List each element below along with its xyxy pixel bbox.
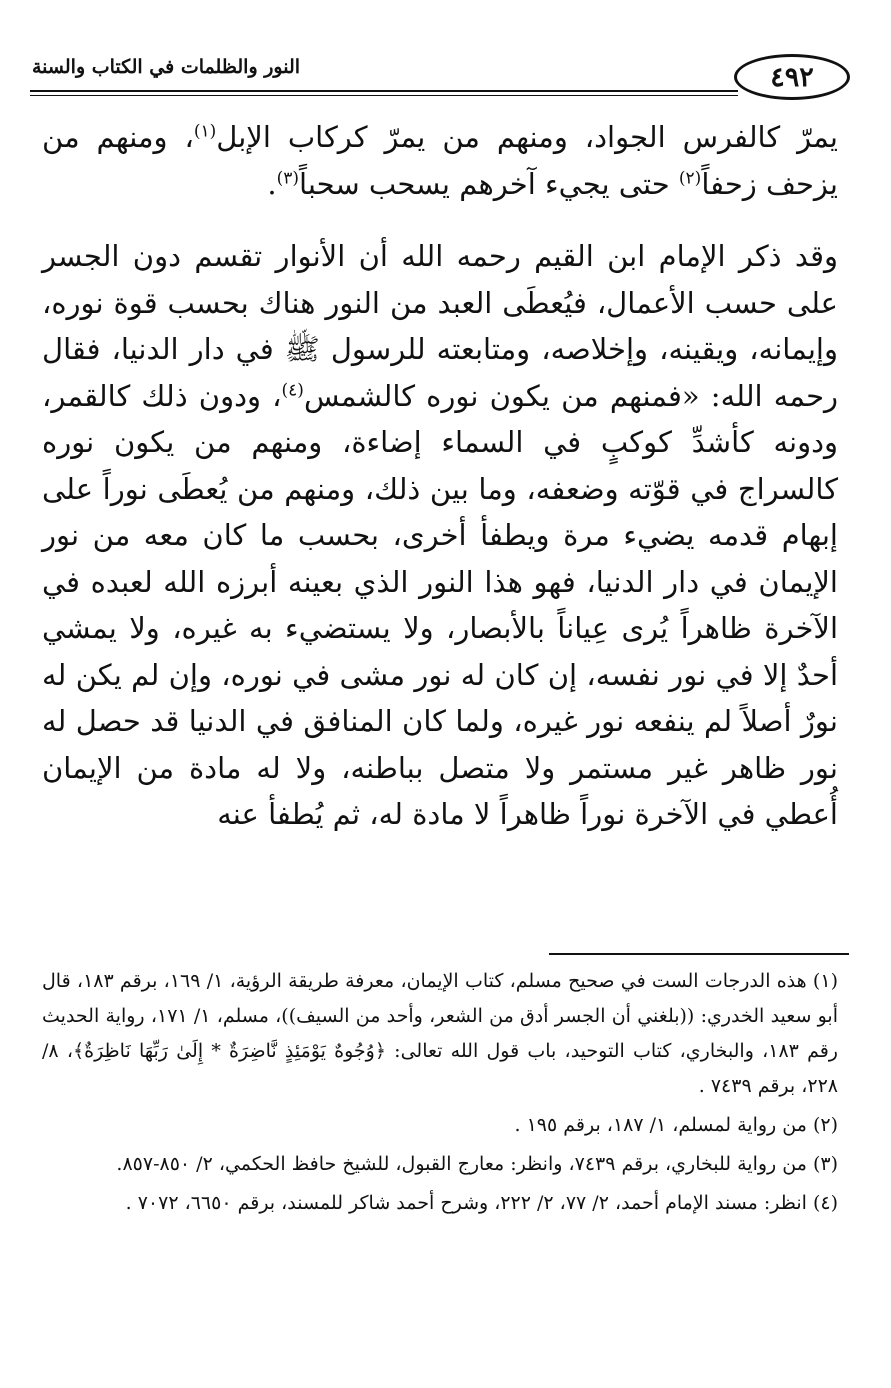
page-number: ٤٩٢	[770, 61, 814, 93]
footnote-ref-4: (٤)	[281, 379, 304, 400]
page-number-badge	[734, 54, 850, 100]
footnote-text: هذه الدرجات الست في صحيح مسلم، كتاب الإيمان، معرفة طريقة الرؤية، ١/ ١٦٩، برقم ١٨٣، قال أبو سعيد الخدري: ((بلغني أن الجسر أدق من الشعر، وأحد من السيف))، مسلم، ١/ ١٧١، رواية الحديث رقم ١٨٣، والبخاري، كتاب التوحيد، باب قول الله تعالى: ﴿وُجُوهٌ يَوْمَئِذٍ نَّاضِرَةٌ * إِلَىٰ رَبِّهَا نَاظِرَةٌ﴾، ٨/ ٢٢٨، برقم ٧٤٣٩ .	[42, 970, 838, 1097]
footnotes	[42, 964, 838, 1225]
footnote-2	[42, 1108, 838, 1143]
p1-text-a: يمرّ كالفرس الجواد، ومنهم من يمرّ كركاب الإبل	[216, 120, 838, 154]
footnote-number: (١)	[812, 970, 838, 992]
running-title: النور والظلمات في الكتاب والسنة	[32, 56, 301, 78]
p1-text-c: حتى يجيء آخرهم يسحب سحباً	[299, 166, 679, 201]
footnote-3	[42, 1147, 838, 1182]
header-rule	[30, 90, 738, 96]
footnote-ref-3: (٣)	[276, 167, 300, 188]
footnote-4	[42, 1186, 838, 1221]
footnote-ref-2: (٢)	[678, 167, 702, 188]
p2-text-b: ، ودون ذلك كالقمر، ودونه كأشدِّ كوكبٍ في السماء إضاءة، ومنهم من يكون نوره كالسراج في قوّته وضعفه، وما بين ذلك، ومنهم من يُعطَى نوراً على إبهام قدمه يضيء مرة ويطفأ أخرى، بحسب ما كان معه من نور الإيمان في دار الدنيا، فهو هذا النور الذي بعينه أبرزه الله لعبده في الآخرة ظاهراً يُرى عِياناً بالأبصار، ولا يستضيء به غيره، ولا يمشي أحدٌ إلا في نور نفسه، إن كان له نور مشى في نوره، وإن لم يكن له نورٌ أصلاً لم ينفعه نور غيره، ولما كان المنافق في الدنيا قد حصل له نور ظاهر غير مستمر ولا متصل بباطنه، ولا له مادة من الإيمان أُعطي في الآخرة نوراً ظاهراً لا مادة له، ثم يُطفأ عنه	[42, 378, 838, 831]
paragraph-2	[42, 233, 838, 838]
paragraph-1	[42, 114, 838, 207]
footnote-text: من رواية لمسلم، ١/ ١٨٧، برقم ١٩٥ .	[514, 1114, 813, 1136]
footnote-1	[42, 964, 838, 1104]
footnote-separator	[549, 953, 849, 955]
footnote-text: انظر: مسند الإمام أحمد، ٢/ ٧٧، ٢/ ٢٢٢، وشرح أحمد شاكر للمسند، برقم ٦٦٥٠، ٧٠٧٢ .	[125, 1192, 813, 1214]
footnote-ref-1: (١)	[193, 121, 217, 142]
page-header	[30, 52, 850, 104]
footnote-number: (٢)	[812, 1114, 838, 1136]
footnote-number: (٣)	[812, 1153, 838, 1175]
p2-text-a: وقد ذكر الإمام ابن القيم رحمه الله أن الأنوار تقسم دون الجسر على حسب الأعمال، فيُعطَى العبد من النور هناك بحسب قوة نوره، وإيمانه، ويقينه، وإخلاصه، ومتابعته للرسول ﷺ في دار الدنيا، فقال رحمه الله: «فمنهم من يكون نوره كالشمس	[42, 239, 839, 413]
footnote-text: من رواية للبخاري، برقم ٧٤٣٩، وانظر: معارج القبول، للشيخ حافظ الحكمي، ٢/ ٨٥٠-٨٥٧.	[116, 1153, 813, 1175]
p1-text-b: ، ومنهم من يزحف زحفاً	[42, 120, 838, 201]
p1-text-d: .	[267, 166, 277, 201]
main-text	[42, 114, 838, 838]
footnote-number: (٤)	[812, 1192, 838, 1214]
